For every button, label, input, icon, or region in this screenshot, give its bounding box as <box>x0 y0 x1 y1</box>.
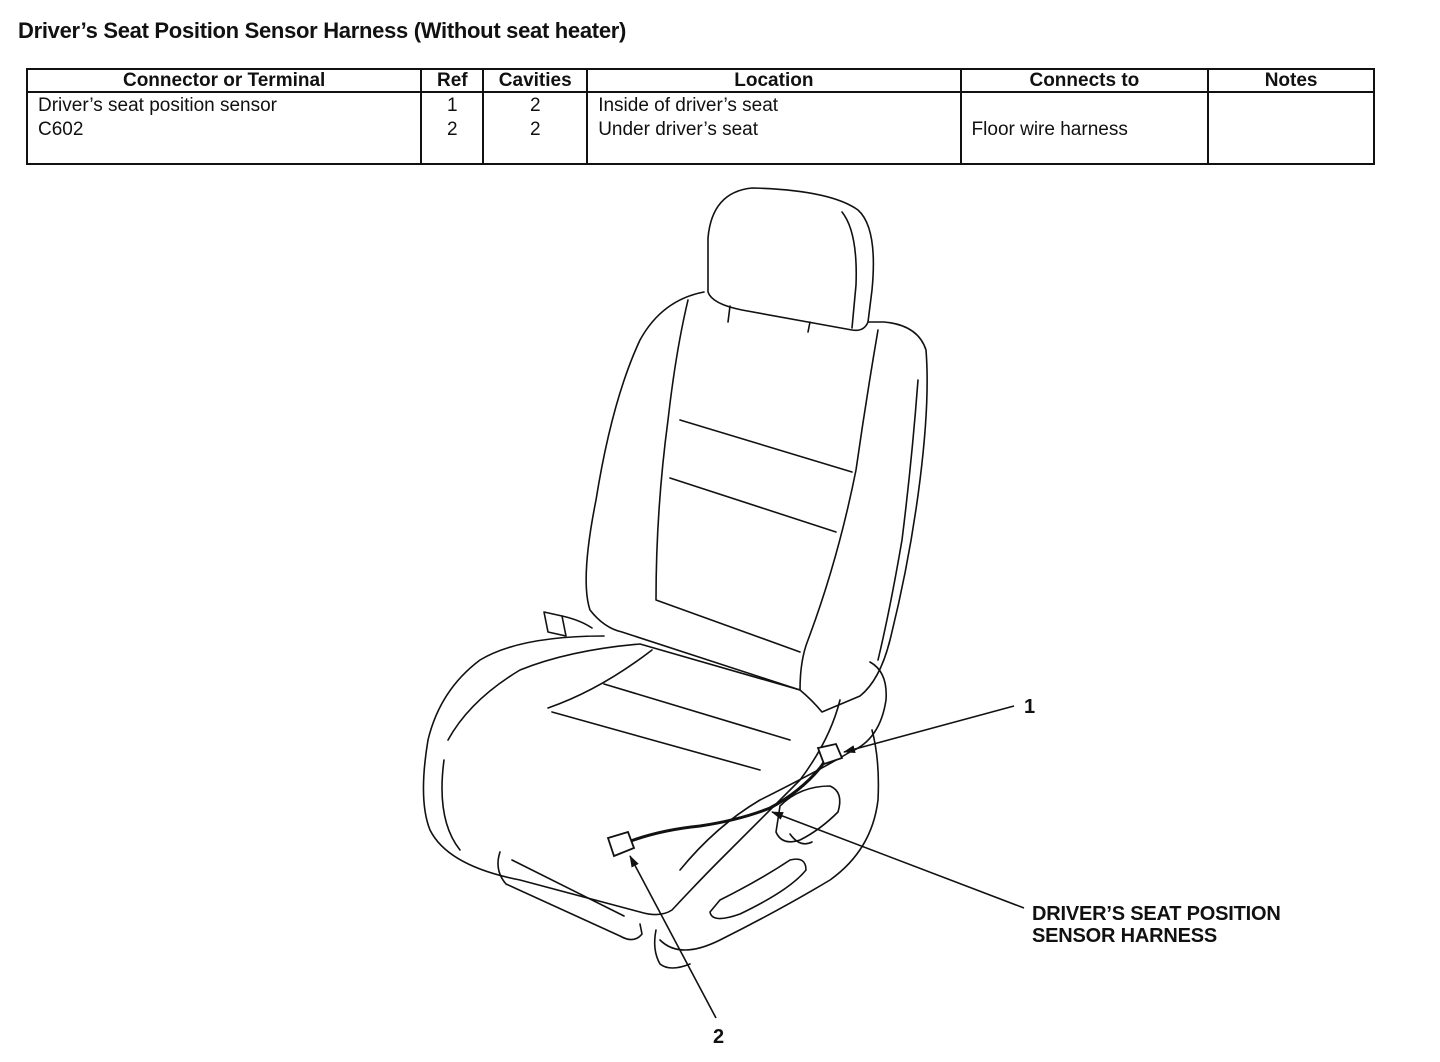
cell-connector: C602 <box>27 117 421 164</box>
header-notes: Notes <box>1208 69 1374 92</box>
cushion-front <box>442 760 460 850</box>
callout-2: 2 <box>713 1026 725 1048</box>
harness-label-line-1: DRIVER’S SEAT POSITION <box>1032 903 1281 925</box>
harness-label <box>1032 903 1281 947</box>
headrest-post-left <box>728 306 730 322</box>
table-row <box>27 117 1374 164</box>
headrest-post-right <box>808 322 810 332</box>
seat-side-lower <box>660 730 878 950</box>
cell-connects-to: Floor wire harness <box>961 117 1209 164</box>
cushion-inner <box>448 644 800 740</box>
header-cavities: Cavities <box>483 69 587 92</box>
seatback-stitch-2 <box>670 478 836 532</box>
leader-line-1 <box>844 706 1014 752</box>
table-row <box>27 92 1374 117</box>
header-connects-to: Connects to <box>961 69 1209 92</box>
seat-rail <box>498 852 642 940</box>
seatback-stitch-1 <box>680 420 852 472</box>
leader-line-2 <box>630 856 716 1018</box>
header-ref: Ref <box>421 69 483 92</box>
seat-cushion <box>423 636 840 915</box>
table-header-row <box>27 69 1374 92</box>
seat-side-edge <box>655 930 690 968</box>
page-title: Driver’s Seat Position Sensor Harness (Without seat heater) <box>18 18 627 43</box>
cell-connector: Driver’s seat position sensor <box>27 92 421 117</box>
cell-location: Under driver’s seat <box>587 117 960 164</box>
cushion-stitch-2 <box>604 684 790 740</box>
seat-side-trim <box>680 662 886 870</box>
headrest-inner <box>842 212 856 328</box>
cell-cavities: 2 <box>483 117 587 164</box>
harness-label-line-2: SENSOR HARNESS <box>1032 925 1218 947</box>
seatback <box>586 292 927 712</box>
cell-ref: 2 <box>421 117 483 164</box>
cell-location: Inside of driver’s seat <box>587 92 960 117</box>
leader-line-harness <box>772 812 1024 908</box>
headrest <box>708 188 873 330</box>
seatback-side <box>878 380 918 660</box>
seatback-bolster-right <box>800 330 878 690</box>
harness-wire <box>628 754 828 842</box>
seatback-panel <box>656 300 800 652</box>
seatbelt-buckle <box>544 612 566 636</box>
cell-ref: 1 <box>421 92 483 117</box>
cell-cavities: 2 <box>483 92 587 117</box>
header-location: Location <box>587 69 960 92</box>
seat-recliner <box>776 786 840 842</box>
connector-1 <box>818 744 842 764</box>
callout-1: 1 <box>1024 696 1036 718</box>
seat-lever <box>710 859 806 918</box>
cell-notes <box>1208 117 1374 164</box>
cushion-stitch-1 <box>548 650 652 708</box>
header-connector: Connector or Terminal <box>27 69 421 92</box>
cell-connects-to <box>961 92 1209 117</box>
connector-2 <box>608 832 634 856</box>
cushion-stitch-3 <box>552 712 760 770</box>
connector-table <box>26 68 1375 165</box>
cell-notes <box>1208 92 1374 117</box>
